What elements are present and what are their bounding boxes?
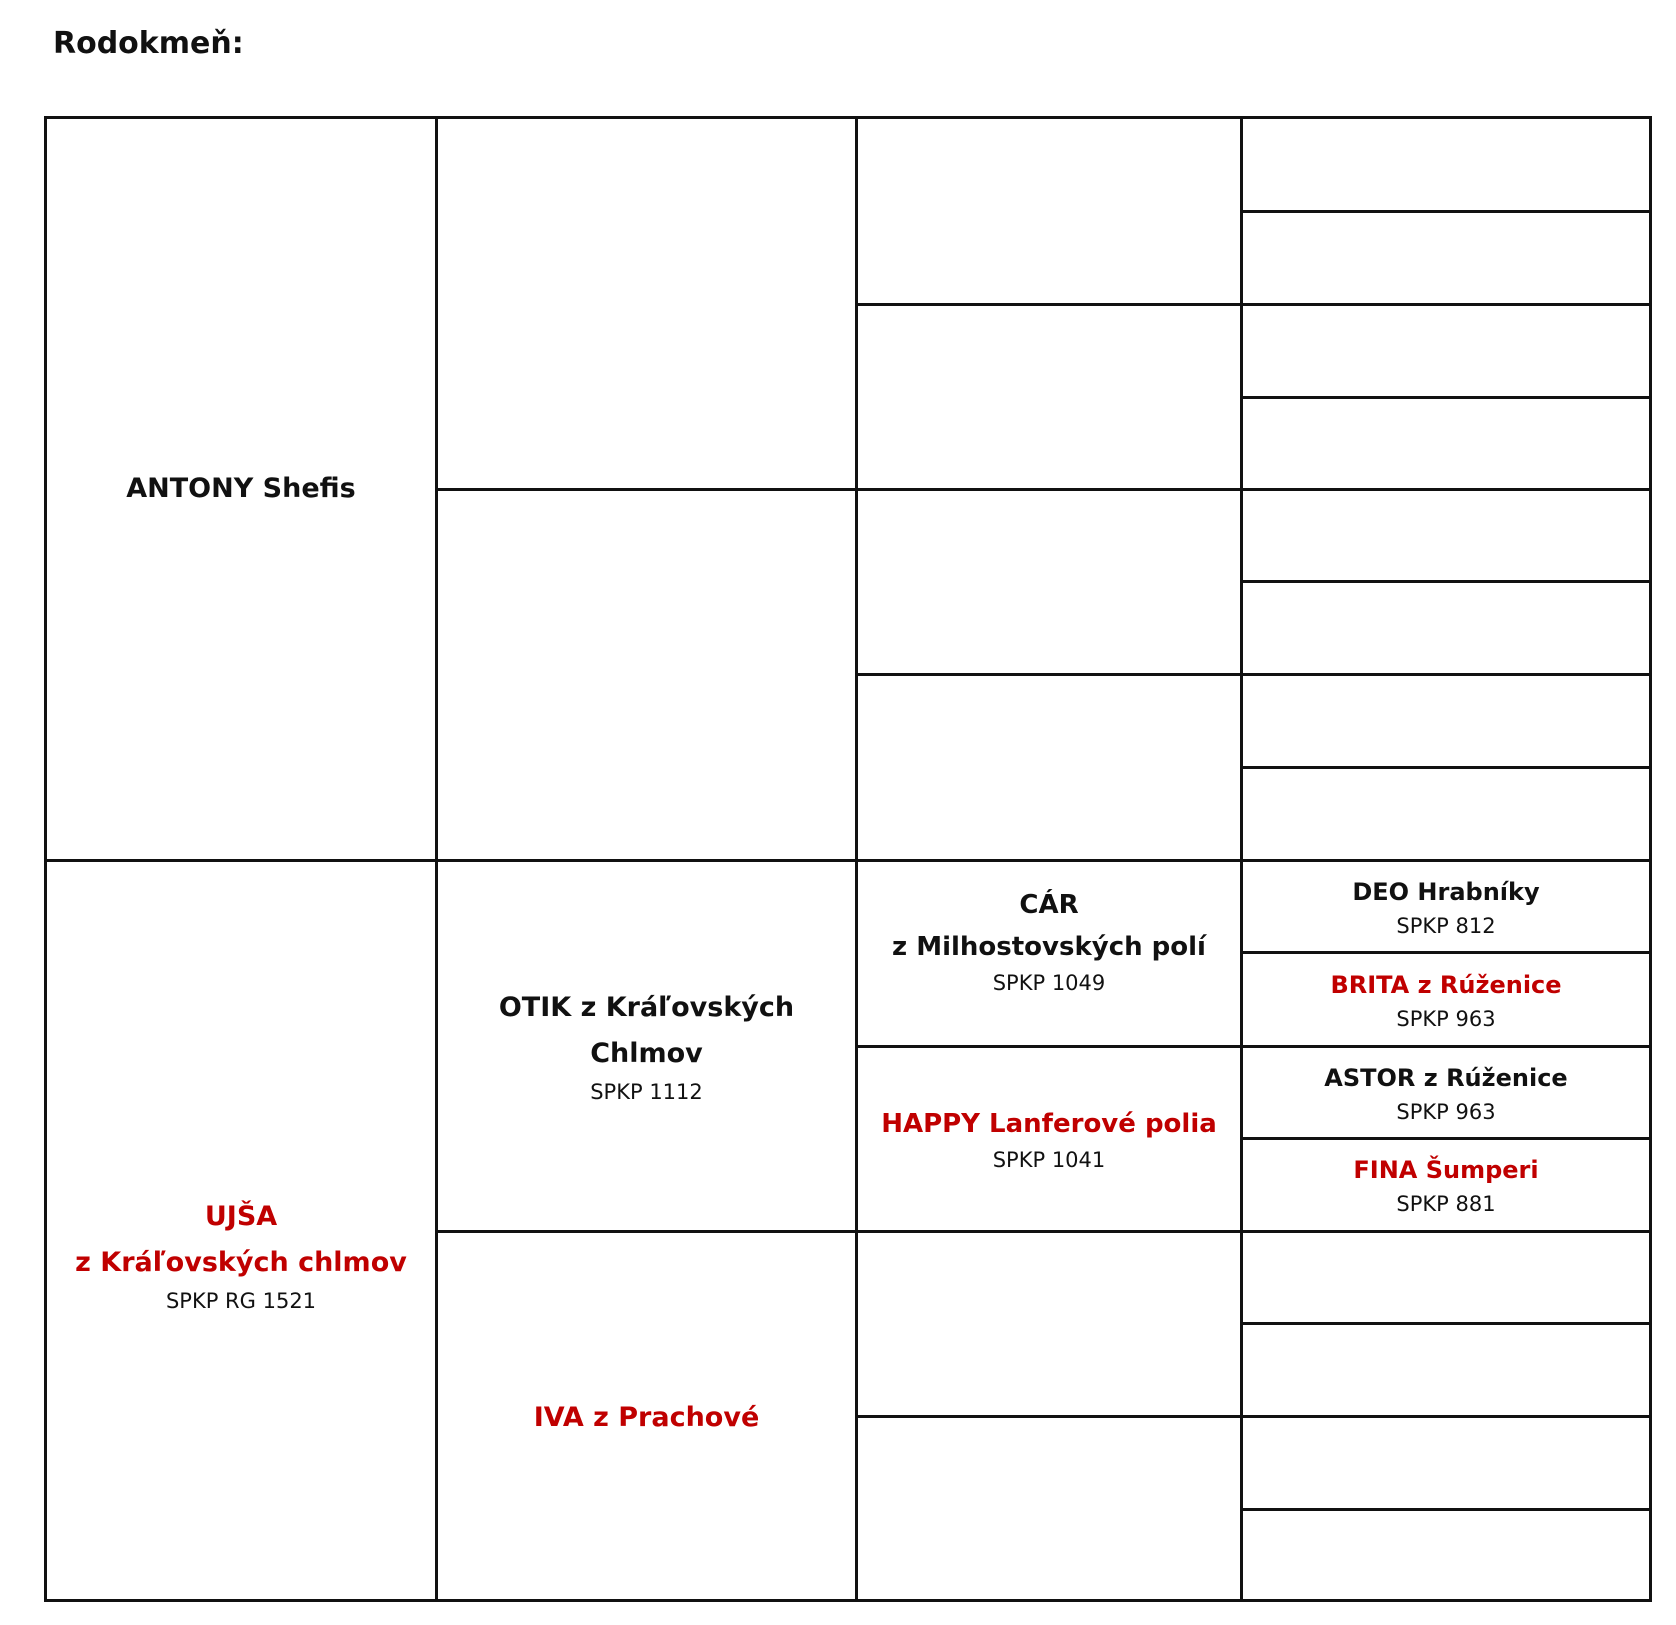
dam-dam-name: IVA z Prachové <box>533 1401 760 1433</box>
row-divider <box>1240 580 1649 583</box>
dam-sire-dam-registration: SPKP 1041 <box>992 1148 1106 1172</box>
dam-sire-name: OTIK z Kráľovských Chlmov <box>498 992 795 1069</box>
page-title: Rodokmeň: <box>53 26 244 61</box>
gen4-name: ASTOR z Rúženice <box>1324 1063 1568 1092</box>
dam-sire-dam-cell <box>858 1048 1240 1230</box>
sire-cell <box>47 119 435 859</box>
gen4-name: DEO Hrabníky <box>1352 877 1540 906</box>
dam-sire-sire-registration: SPKP 1049 <box>992 970 1106 995</box>
gen4-registration: SPKP 963 <box>1396 1006 1496 1031</box>
dam-name-line1: UJŠA <box>204 1201 278 1232</box>
dam-sire-sire-cell <box>858 862 1240 1045</box>
dam-sire-dam-name: HAPPY Lanferové polia <box>881 1109 1217 1139</box>
dam-sire-sire-name-line1: CÁR <box>1019 889 1079 920</box>
dam-sire-registration: SPKP 1112 <box>590 1080 703 1104</box>
gen4-cell-fina <box>1243 1140 1649 1230</box>
row-divider <box>1240 766 1649 769</box>
row-divider <box>435 488 1649 491</box>
gen4-name: BRITA z Rúženice <box>1330 970 1562 999</box>
row-divider <box>1240 1508 1649 1511</box>
sire-name: ANTONY Shefis <box>126 473 356 504</box>
gen4-name: FINA Šumperi <box>1353 1156 1539 1184</box>
dam-sire-cell <box>438 862 855 1230</box>
dam-registration: SPKP RG 1521 <box>165 1289 317 1313</box>
gen4-registration: SPKP 963 <box>1396 1099 1496 1124</box>
dam-dam-cell <box>438 1233 855 1602</box>
row-divider <box>855 673 1649 676</box>
pedigree-table <box>44 116 1652 1602</box>
gen4-registration: SPKP 881 <box>1396 1192 1496 1216</box>
dam-name-line2: z Kráľovských chlmov <box>75 1247 407 1278</box>
dam-sire-sire-name-line2: z Milhostovských polí <box>892 931 1206 962</box>
gen4-registration: SPKP 812 <box>1396 913 1496 938</box>
gen4-cell-deo <box>1243 862 1649 951</box>
row-divider <box>855 303 1649 306</box>
dam-cell <box>47 862 435 1602</box>
row-divider <box>855 1415 1649 1418</box>
row-divider <box>1240 1322 1649 1325</box>
row-divider <box>1240 210 1649 213</box>
gen4-cell-brita <box>1243 954 1649 1045</box>
row-divider <box>1240 396 1649 399</box>
gen4-cell-astor <box>1243 1048 1649 1137</box>
